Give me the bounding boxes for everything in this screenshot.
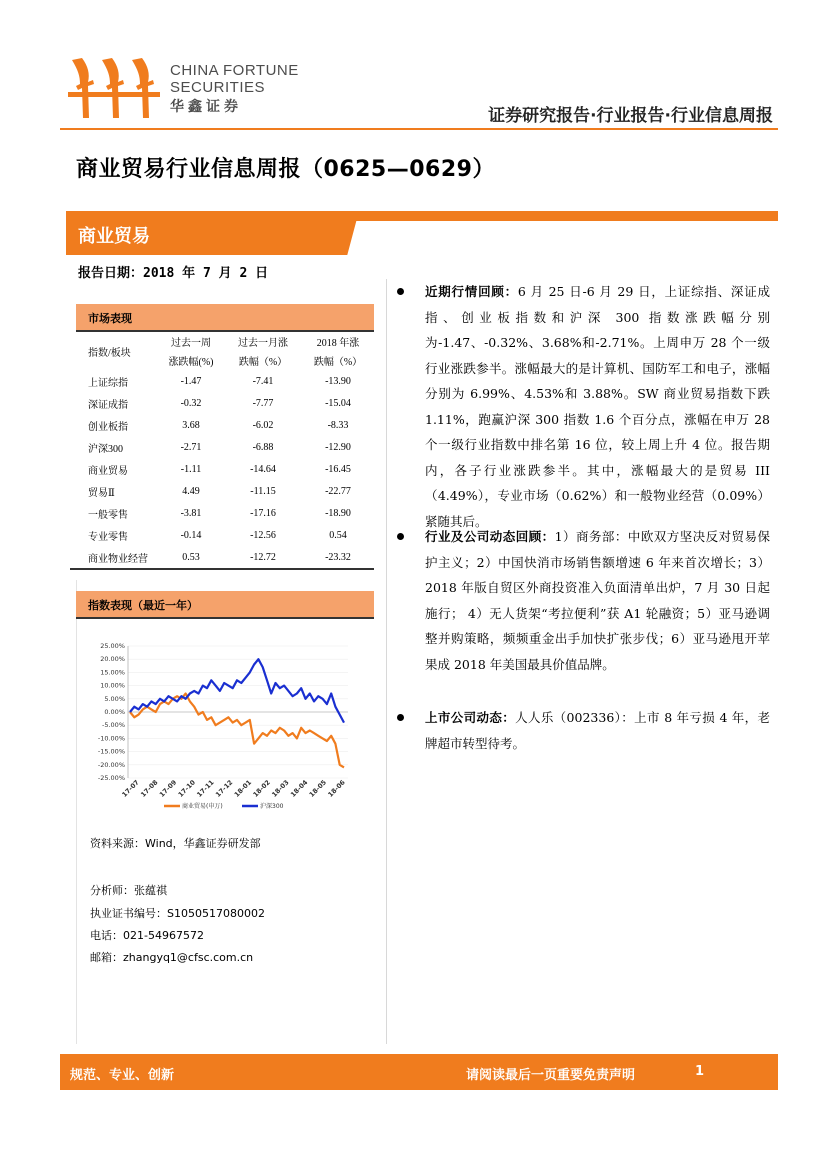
row-week: -0.14: [180, 529, 202, 541]
market-table-wrap: [70, 332, 374, 570]
y-tick-label: -5.00%: [102, 721, 125, 730]
x-tick-label: 17-10: [176, 778, 197, 799]
legend-label: 沪深300: [260, 803, 284, 810]
y-tick-label: -20.00%: [97, 760, 125, 769]
table-row: [70, 414, 374, 436]
footer-slogan: 规范、专业、创新: [70, 1068, 175, 1083]
row-name: 商业物业经营: [88, 553, 148, 565]
bullet-icon: [397, 533, 404, 540]
col-header-week-a: 过去一周: [171, 338, 211, 349]
x-tick-label: 18-05: [307, 778, 329, 799]
row-week: -3.81: [180, 507, 202, 519]
row-month: -14.64: [250, 463, 276, 475]
row-week: 4.49: [182, 485, 200, 497]
column-divider: [386, 279, 387, 1044]
row-name: 深证成指: [88, 399, 128, 411]
row-month: -12.72: [250, 551, 276, 563]
legend-label: 商业贸易(申万): [182, 803, 223, 810]
x-tick-label: 18-04: [288, 778, 310, 799]
company-logo: [66, 56, 164, 120]
table-header-row: [70, 332, 374, 351]
logo-cn: 华鑫证券: [170, 98, 242, 114]
row-week: -0.32: [180, 397, 202, 409]
analyst-phone: 电话：021-54967572: [90, 929, 204, 942]
row-year: -13.90: [325, 375, 351, 387]
paragraph-industry-news: [397, 524, 772, 694]
footer-disclaimer-link[interactable]: 请阅读最后一页重要免责声明: [466, 1068, 636, 1083]
y-tick-label: 10.00%: [100, 681, 125, 690]
analyst-name: 分析师：张蕴祺: [90, 884, 167, 897]
table-row: [70, 480, 374, 502]
left-border: [76, 580, 77, 1044]
row-month: -6.88: [252, 441, 274, 453]
logo-text: [170, 62, 299, 116]
market-section-header: [76, 304, 374, 332]
y-tick-label: -10.00%: [97, 734, 125, 743]
row-name: 沪深300: [88, 443, 123, 455]
page-number: 1: [695, 1064, 705, 1079]
analyst-email[interactable]: 邮箱：zhangyq1@cfsc.com.cn: [90, 951, 254, 964]
row-month: -6.02: [252, 419, 274, 431]
col-header-month-b: 跌幅（%）: [238, 357, 288, 368]
row-year: -15.04: [325, 397, 351, 409]
series-line-0: [130, 694, 344, 768]
footer-bar: [60, 1054, 778, 1090]
row-name: 贸易Ⅱ: [88, 487, 115, 499]
y-tick-label: -15.00%: [97, 747, 125, 756]
x-tick-label: 18-03: [270, 778, 291, 799]
x-tick-label: 17-09: [157, 778, 179, 799]
row-month: -7.41: [252, 375, 274, 387]
row-year: -18.90: [325, 507, 351, 519]
y-tick-label: 0.00%: [104, 708, 125, 716]
row-week: -1.47: [180, 375, 202, 387]
report-date: 报告日期：2018 年 7 月 2 日: [78, 266, 269, 281]
paragraph-lead: 行业及公司动态回顾：: [425, 529, 555, 544]
series-line-1: [130, 659, 344, 722]
row-month: -7.77: [252, 397, 274, 409]
header-divider: [60, 128, 778, 130]
col-header-month-a: 过去一月涨: [238, 338, 288, 349]
paragraph-lead: 上市公司动态：: [425, 710, 516, 725]
paragraph-market-review: [397, 279, 772, 529]
col-header-index: 指数/板块: [88, 347, 131, 359]
bullet-icon: [397, 288, 404, 295]
row-month: -11.15: [250, 485, 276, 497]
logo-en-line1: CHINA FORTUNE: [170, 62, 299, 79]
paragraph-text: 6 月 25 日-6 月 29 日，上证综指、深证成指、创业板指数和沪深 300 指数涨跌幅分别为-1.47、-0.32%、3.68%和-2.71%。上周申万 28 个一级行业涨跌参半。涨幅最大的是计算机、国防军工和电子，涨幅分别为 6.99%、4.53%和 3.88%。SW 商业贸易指数下跌 1.11%，跑赢沪深 300 指数 1.6 个百分点，涨幅在申万 28 个一级行业指数中排名第 16 位，较上周上升 4 位。报告期内，各子行业涨跌参半。其中，涨幅最大的是贸易 III（4.49%），专业市场（0.62%）和一般物业经营（0.09%）紧随其后。: [425, 284, 770, 529]
table-bottom-rule: [70, 568, 374, 570]
x-tick-label: 17-12: [214, 778, 235, 799]
market-section-title: 市场表现: [88, 312, 132, 325]
table-row: [70, 436, 374, 458]
analyst-cert: 执业证书编号：S1050517080002: [90, 907, 265, 920]
row-year: -12.90: [325, 441, 351, 453]
col-header-year-a: 2018 年涨: [316, 338, 360, 349]
paragraph-lead: 近期行情回顾：: [425, 284, 518, 299]
row-name: 一般零售: [88, 509, 128, 521]
row-week: -2.71: [180, 441, 202, 453]
row-year: -22.77: [325, 485, 351, 497]
row-week: 0.53: [182, 551, 200, 563]
row-week: 3.68: [182, 419, 200, 431]
y-tick-label: 5.00%: [104, 694, 125, 703]
row-name: 上证综指: [88, 377, 128, 389]
table-row: [70, 524, 374, 546]
y-tick-label: 15.00%: [100, 668, 125, 677]
row-name: 创业板指: [88, 421, 128, 433]
y-tick-label: 20.00%: [100, 655, 125, 664]
paragraph-body: [425, 705, 770, 756]
x-tick-label: 18-06: [326, 778, 347, 799]
x-tick-label: 17-11: [195, 778, 216, 799]
table-row: [70, 502, 374, 524]
x-tick-label: 18-01: [232, 778, 254, 799]
logo-en-line2: SECURITIES: [170, 79, 266, 96]
x-tick-label: 18-02: [251, 778, 272, 799]
x-tick-label: 17-08: [139, 778, 160, 799]
row-year: -23.32: [325, 551, 351, 563]
row-name: 专业零售: [88, 531, 128, 543]
table-row: [70, 392, 374, 414]
source-note: 资料来源：Wind，华鑫证券研发部: [90, 837, 261, 850]
y-tick-label: -25.00%: [97, 774, 125, 782]
bullet-icon: [397, 714, 404, 721]
col-header-year-b: 跌幅（%）: [313, 357, 363, 368]
paragraph-company-news: [397, 705, 772, 765]
chart-section-header: [76, 591, 374, 619]
industry-label: 商业贸易: [78, 226, 150, 247]
row-month: -12.56: [250, 529, 276, 541]
table-row: [70, 458, 374, 480]
page-title: 商业贸易行业信息周报（0625—0629）: [76, 157, 495, 182]
row-year: -16.45: [325, 463, 351, 475]
row-year: -8.33: [327, 419, 349, 431]
table-row: [70, 546, 374, 568]
col-header-week-b: 涨跌幅(%): [168, 357, 214, 368]
market-table: [70, 332, 374, 568]
y-tick-label: 25.00%: [100, 642, 125, 650]
x-tick-label: 17-07: [120, 778, 141, 799]
report-category: 证券研究报告·行业报告·行业信息周报: [488, 106, 773, 126]
row-month: -17.16: [250, 507, 276, 519]
paragraph-body: [425, 524, 770, 677]
row-year: 0.54: [329, 529, 347, 541]
row-name: 商业贸易: [88, 465, 128, 477]
index-chart: [86, 638, 356, 818]
paragraph-text: 1）商务部：中欧双方坚决反对贸易保护主义；2）中国快消市场销售额增速 6 年来首次增长；3）2018 年版自贸区外商投资准入负面清单出炉，7 月 30 日起施行； 4）无人货架“考拉便利”获 A1 轮融资；5）亚马逊调整并购策略，频频重金出手加快扩张步伐；6）亚马逊甩开苹果成 2018 年美国最具价值品牌。: [425, 529, 770, 672]
chart-section-title: 指数表现（最近一年）: [88, 599, 198, 612]
paragraph-text: 人人乐（002336）：上市 8 年亏损 4 年，老牌超市转型待考。: [425, 710, 770, 751]
row-week: -1.11: [180, 463, 202, 475]
table-row: [70, 370, 374, 392]
paragraph-body: [425, 279, 770, 534]
